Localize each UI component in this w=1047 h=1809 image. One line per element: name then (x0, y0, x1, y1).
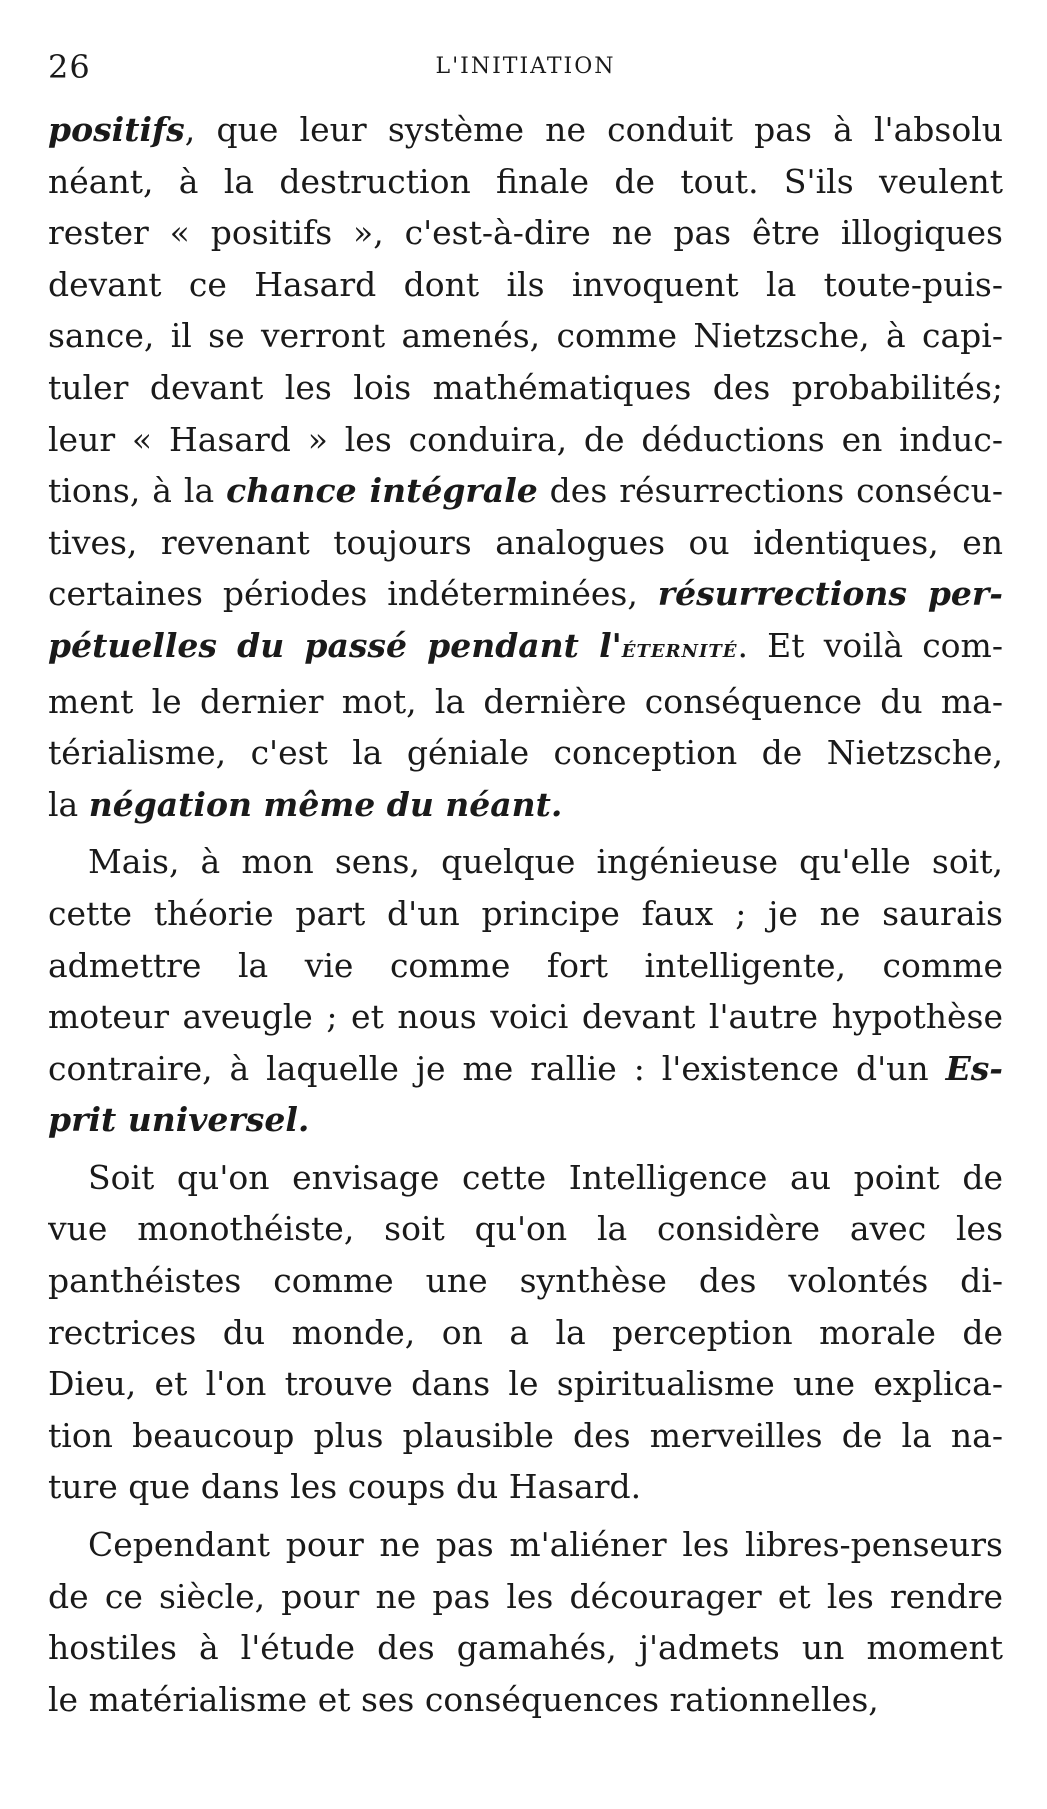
text-run: , que leur système ne conduit pas à l'absolu (184, 110, 1003, 149)
paragraph (48, 1152, 1003, 1513)
running-title: L'INITIATION (435, 54, 616, 79)
text-run: tuler devant les lois mathématiques des probabilités; (48, 367, 1003, 407)
paragraph (48, 1519, 1003, 1725)
text-run: tives, revenant toujours analogues ou identiques, en (48, 522, 1003, 562)
text-run: contraire, à laquelle je me rallie : l'existence d'un (48, 1048, 946, 1088)
text-line (48, 1043, 1003, 1095)
page-number: 26 (48, 48, 91, 86)
text-run: ment le dernier mot, la dernière conséquence du ma- (48, 681, 1003, 721)
text-run: . Et voilà com- (737, 625, 1003, 665)
paragraph (48, 104, 1003, 830)
text-run: Cependant pour ne pas m'aliéner les libres-penseurs (88, 1525, 1003, 1565)
text-line (48, 1519, 1003, 1571)
text-line (48, 1307, 1003, 1359)
text-run: sance, il se verront amenés, comme Nietzsche, à capi- (48, 316, 1003, 356)
emphasis-text: négation même du néant. (88, 784, 563, 824)
text-run: néant, à la destruction finale de tout. S'ils veulent (48, 161, 1003, 201)
text-line (48, 517, 1003, 569)
emphasis-text: prit universel. (48, 1100, 310, 1140)
text-line (48, 620, 1003, 676)
text-run: rester « positifs », c'est-à-dire ne pas être illogiques (48, 213, 1003, 253)
text-run: certaines périodes indéterminées, (48, 574, 658, 614)
text-line (48, 1674, 1003, 1726)
text-run: la (48, 784, 89, 824)
text-run: Soit qu'on envisage cette Intelligence au point de (88, 1157, 1003, 1197)
text-line (48, 1461, 1003, 1513)
text-line (48, 1358, 1003, 1410)
text-line (48, 259, 1003, 311)
text-run: des résurrections consécu- (537, 471, 1003, 511)
text-run: vue monothéiste, soit qu'on la considère avec les (48, 1209, 1003, 1249)
text-line (48, 836, 1003, 888)
text-line (48, 310, 1003, 362)
text-line (48, 676, 1003, 728)
text-line (48, 1203, 1003, 1255)
text-line (48, 465, 1003, 517)
running-head (48, 48, 1003, 88)
text-run: le matérialisme et ses conséquences rationnelles, (48, 1679, 879, 1719)
text-line (48, 156, 1003, 208)
text-line (48, 1094, 1003, 1146)
emphasis-text: éternité (621, 633, 738, 664)
text-line (48, 207, 1003, 259)
text-run: tion beaucoup plus plausible des merveilles de la na- (48, 1415, 1003, 1455)
text-line (48, 991, 1003, 1043)
text-run: devant ce Hasard dont ils invoquent la toute-puis- (48, 264, 1003, 304)
text-run: tions, à la (48, 471, 227, 511)
text-run: moteur aveugle ; et nous voici devant l'autre hypothèse (48, 997, 1003, 1037)
text-run: rectrices du monde, on a la perception morale de (48, 1312, 1003, 1352)
text-run: panthéistes comme une synthèse des volontés di- (48, 1261, 1003, 1301)
emphasis-text: Es- (945, 1048, 1003, 1088)
text-line (48, 940, 1003, 992)
text-line (48, 414, 1003, 466)
text-line (48, 1255, 1003, 1307)
emphasis-text: résurrections per- (657, 574, 1003, 614)
text-run: Dieu, et l'on trouve dans le spiritualisme une explica- (48, 1364, 1003, 1404)
text-line (48, 888, 1003, 940)
text-line (48, 1410, 1003, 1462)
text-line (48, 104, 1003, 156)
text-run: leur « Hasard » les conduira, de déductions en induc- (48, 419, 1003, 459)
text-run: cette théorie part d'un principe faux ; je ne saurais (48, 893, 1003, 933)
paragraph (48, 836, 1003, 1146)
text-line (48, 727, 1003, 779)
text-run: térialisme, c'est la géniale conception de Nietzsche, (48, 733, 1003, 773)
text-run: hostiles à l'étude des gamahés, j'admets un moment (48, 1628, 1003, 1668)
text-run: de ce siècle, pour ne pas les décourager et les rendre (48, 1576, 1003, 1616)
text-run: ture que dans les coups du Hasard. (48, 1467, 642, 1507)
text-line (48, 362, 1003, 414)
emphasis-text: chance intégrale (226, 471, 538, 511)
text-line (48, 1152, 1003, 1204)
text-line (48, 1571, 1003, 1623)
text-line (48, 568, 1003, 620)
emphasis-text: positifs (48, 110, 185, 149)
text-line (48, 779, 1003, 831)
text-line (48, 1622, 1003, 1674)
text-run: Mais, à mon sens, quelque ingénieuse qu'elle soit, (88, 842, 1003, 882)
emphasis-text: pétuelles du passé pendant l' (48, 625, 622, 665)
text-run: admettre la vie comme fort intelligente, comme (48, 945, 1003, 985)
body-text (48, 104, 1003, 1725)
